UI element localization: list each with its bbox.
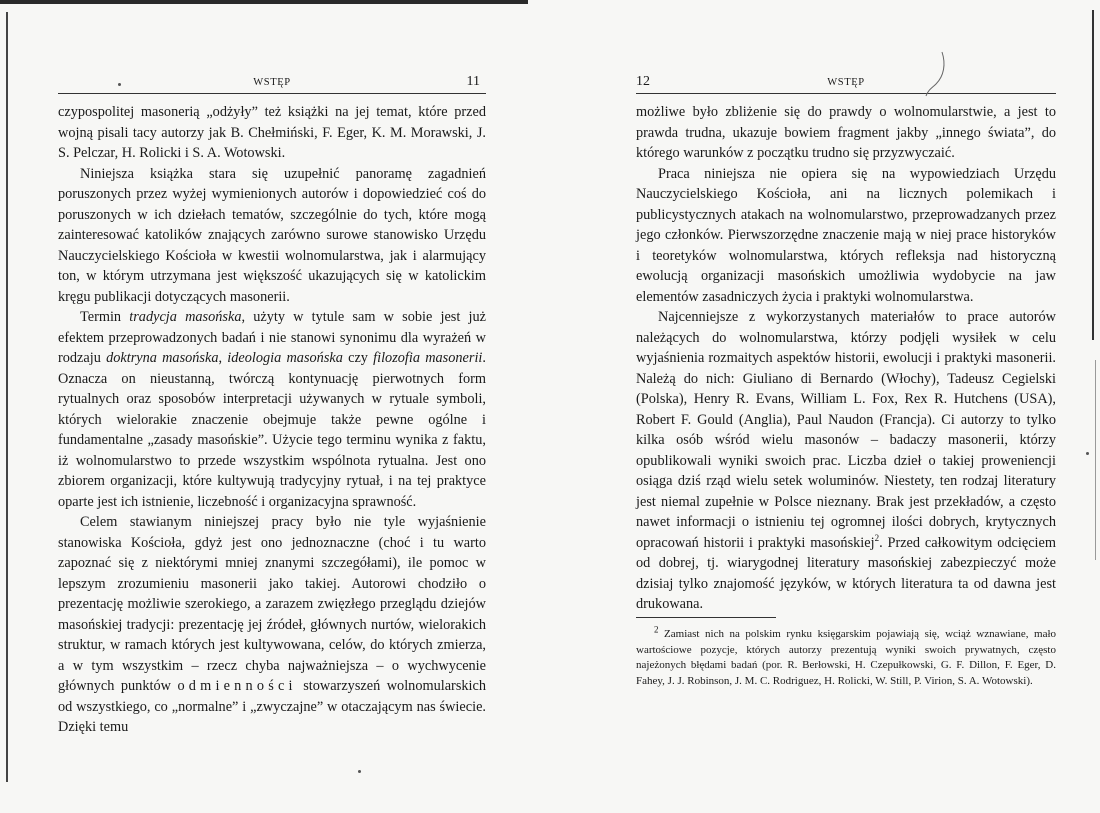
- text-run: możliwe było zbliżenie się do prawdy o wolnomularstwie, a jest to prawda trudna, ukazuje bowiem fragment jakby „innego świata”, do którego warunków z początku trudno się przyzwyczaić.: [636, 104, 1056, 161]
- header-rule: [636, 93, 1056, 94]
- paragraph: [636, 307, 1056, 615]
- page-number: 11: [466, 74, 480, 89]
- italic-term: tradycja masońska: [129, 309, 242, 325]
- text-run: ,: [218, 350, 228, 366]
- text-run: . Oznacza on nieustanną, twórczą kontynuację pierwotnych form rytualnych oraz sposobów interpretacji używanych w rytuale symboli, których wielorakie znaczenie obejmuje także pewne ogólne i fundamentalne „zasady masońskie”. Użycie tego terminu wynika z faktu, iż wolnomularstwo to przede wszystkim wspólnota rytualna. Jest ono zbiorem organizacji, które kultywują tradycyjny rytuał, i na tej praktyce oparte jest ich istnienie, liczebność i organizacyjna sprawność.: [58, 350, 486, 510]
- footnote-number: 2: [654, 624, 659, 635]
- body-text: [636, 102, 1056, 615]
- text-run: czypospolitej masonerią „odżyły” też książki na jej temat, które przed wojną pisali tacy autorzy jak B. Chełmiński, F. Eger, K. M. Morawski, J. S. Pelczar, H. Rolicki i S. A. Wotowski.: [58, 104, 486, 161]
- paragraph: [58, 512, 486, 738]
- running-head-title: WSTĘP: [827, 77, 865, 88]
- scan-edge-left: [6, 12, 8, 782]
- text-run: stowarzyszeń wolnomularskich od wszystkiego, co „normalne” i „zwyczajne” w otaczającym nas świecie. Dzięki temu: [58, 678, 486, 735]
- footnote-paragraph: [636, 624, 1057, 689]
- paragraph: [58, 307, 486, 512]
- footnote-rule: [636, 617, 776, 618]
- text-run: Najcenniejsze z wykorzystanych materiałów to prace autorów należących do wolnomularstwa, którzy podjęli wysiłek w celu wyjaśnienia rozmaitych aspektów historii, ewolucji i praktyki masonerii. Należą do nich: Giuliano di Bernardo (Włochy), Tadeusz Cegielski (Polska), Henry R. Evans, William L. Fox, Rex R. Hutchens (USA), Robert F. Gould (Anglia), Paul Naudon (Francja). Ci autorzy to tylko kilka osób wśród wielu masonów – badaczy masonerii, którzy opublikowali wyniki swoich prac. Liczba dzieł o takiej proweniencji osiąga dziś rząd wielu setek woluminów. Niestety, ten rodzaj literatury jest niemal zupełnie w Polsce nieznany. Brak jest przekładów, a często nawet informacji o istnieniu tej ogromnej ilości dobrych, krytycznych opracowań historii i praktyki masońskiej: [636, 309, 1056, 551]
- footnote-ref: 2: [874, 532, 880, 543]
- text-run: Celem stawianym niniejszej pracy było nie tyle wyjaśnienie stanowiska Kościoła, gdyż jest ono jednoznaczne (choć i tu warto zapoznać się z niektórymi mniej znanymi szczegółami), ile pomoc w lepszym zrozumieniu masonerii jako takiej. Autorowi chodziło o prezentację możliwie szerokiego, a zarazem zwięzłego przeglądu dziejów masońskiej tradycji: prezentację jej źródeł, głównych nurtów, wielorakich struktur, w ramach których jest kultywowana, celów, do których zmierza, a w tym wszystkim – rzecz chyba najważniejsza – o wychwycenie głównych punktów: [58, 514, 486, 694]
- header-rule: [58, 93, 486, 94]
- paragraph: [636, 102, 1056, 164]
- left-page: [58, 0, 486, 813]
- footnote: [636, 624, 1057, 689]
- text-run: Niniejsza książka stara się uzupełnić panoramę zagadnień poruszonych przez wyżej wymienionych autorów i dopowiedzieć coś do poruszonych w ich dziełach tematów, szczególnie do tych, które mogą zainteresować katolików znających zarówno surowe stanowisko Urzędu Nauczycielskiego Kościoła w kwestii wolnomularstwa, jak i alarmujący ton, w którym utrzymana jest większość ukazujących się w katolickim kręgu publikacji dotyczących masonerii.: [58, 165, 486, 305]
- pencil-mark-icon: [922, 50, 952, 100]
- spaced-emphasis: odmienności: [177, 678, 297, 694]
- text-run: czy: [342, 350, 374, 366]
- italic-term: ideologia masońska: [227, 350, 343, 366]
- body-text: [58, 102, 486, 738]
- paragraph: [636, 164, 1056, 308]
- scan-speck: [358, 770, 361, 773]
- text-run: . Przed całkowitym odcięciem od dobrej, tj. wiarygodnej literatury masońskiej zabezpieczyć może dzisiaj tylko znajomość języków, w których literatura ta od dawna jest drukowana.: [636, 534, 1056, 612]
- italic-term: doktryna masońska: [106, 350, 219, 366]
- scan-edge-right: [1092, 10, 1094, 340]
- scan-speck: [118, 83, 121, 86]
- page-number: 12: [636, 74, 650, 89]
- right-page: [636, 0, 1056, 813]
- text-run: Termin: [80, 309, 130, 325]
- italic-term: filozofia masonerii: [373, 350, 483, 366]
- scan-edge-right-faint: [1095, 360, 1096, 560]
- scan-speck: [1086, 452, 1089, 455]
- paragraph: [58, 102, 486, 164]
- running-head: [636, 76, 1056, 94]
- paragraph: [58, 164, 486, 308]
- footnote-text: Zamiast nich na polskim rynku księgarskim pojawiają się, wciąż wznawiane, mało wartościowe pozycje, których autorzy prezentują wyniki swoich prywatnych, często najeżonych błędami badań (por. R. Berłowski, H. Czepułkowski, G. F. Dillon, F. Eger, D. Fahey, J. J. Robinson, J. M. C. Rodriguez, H. Rolicki, W. Still, P. Virion, S. A. Wotowski).: [636, 628, 1057, 687]
- running-head: [58, 76, 486, 94]
- text-run: Praca niniejsza nie opiera się na wypowiedziach Urzędu Nauczycielskiego Kościoła, ani na licznych polemikach i publicystycznych atakach na wolnomularstwo, przeprowadzanych przez jego członków. Pierwszorzędne znaczenie mają w niej prace historyków i teoretyków wolnomularstwa, których refleksja nad historyczną ewolucją organizacji masońskich umożliwia wydobycie na jaw elementów zasadniczych życia i praktyki wolnomularstwa.: [636, 165, 1056, 305]
- text-run: , użyty w tytule sam w sobie jest już efektem przeprowadzonych badań i nie stanowi synonimu dla wyrażeń w rodzaju: [58, 309, 486, 366]
- running-head-title: WSTĘP: [253, 77, 291, 88]
